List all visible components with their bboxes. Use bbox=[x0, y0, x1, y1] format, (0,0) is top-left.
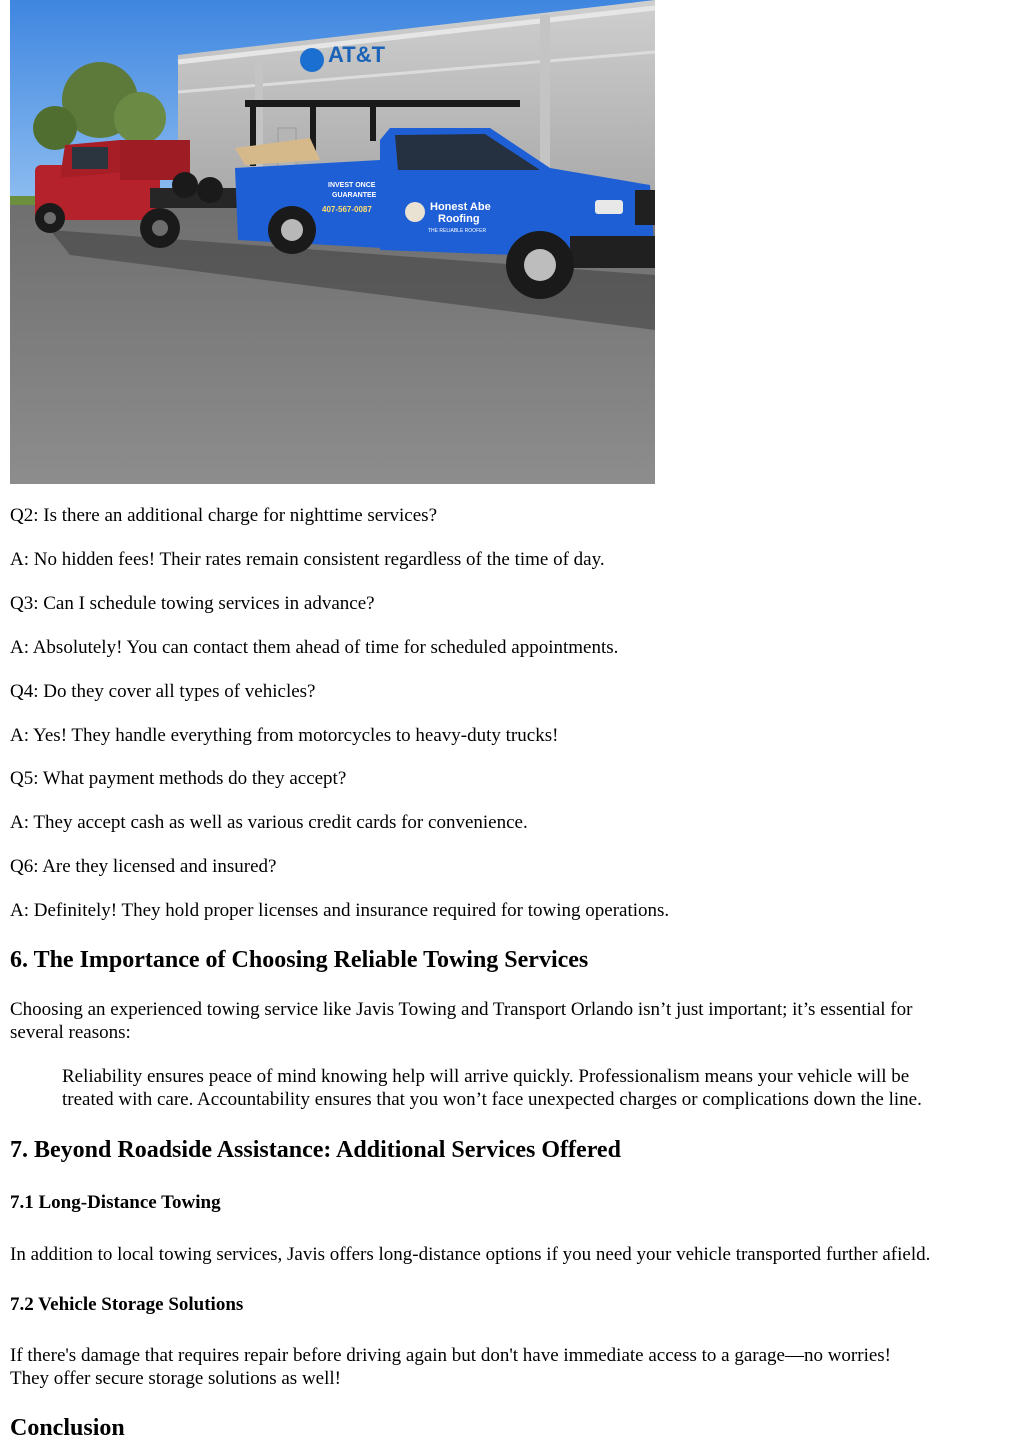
att-sign: AT&T bbox=[328, 42, 386, 67]
section-7-2-heading: 7.2 Vehicle Storage Solutions bbox=[10, 1294, 244, 1315]
section-6-quote-line-2: treated with care. Accountability ensures that you won’t face unexpected charges or complications down the line. bbox=[62, 1089, 922, 1110]
conclusion-heading: Conclusion bbox=[10, 1415, 125, 1441]
section-7-heading: 7. Beyond Roadside Assistance: Additional Services Offered bbox=[10, 1137, 621, 1163]
section-7-2-text-line-1: If there's damage that requires repair before driving again but don't have immediate access to a garage—no worries! bbox=[10, 1345, 892, 1366]
section-7-1-heading: 7.1 Long-Distance Towing bbox=[10, 1192, 221, 1213]
faq-answer-4: A: Yes! They handle everything from motorcycles to heavy-duty trucks! bbox=[10, 725, 559, 746]
faq-question-2: Q2: Is there an additional charge for nighttime services? bbox=[10, 505, 437, 526]
section-6-intro-line-2: several reasons: bbox=[10, 1022, 131, 1043]
faq-answer-3: A: Absolutely! You can contact them ahead of time for scheduled appointments. bbox=[10, 637, 619, 658]
faq-question-5: Q5: What payment methods do they accept? bbox=[10, 768, 347, 789]
faq-question-4: Q4: Do they cover all types of vehicles? bbox=[10, 681, 316, 702]
towing-truck-photo bbox=[10, 0, 655, 484]
decal-door-text-2: GUARANTEE bbox=[332, 192, 377, 199]
section-7-1-text: In addition to local towing services, Javis offers long-distance options if you need your vehicle transported further afield. bbox=[10, 1244, 931, 1265]
faq-question-6: Q6: Are they licensed and insured? bbox=[10, 856, 277, 877]
section-6-quote-line-1: Reliability ensures peace of mind knowing help will arrive quickly. Professionalism means your vehicle will be bbox=[62, 1066, 910, 1087]
faq-question-3: Q3: Can I schedule towing services in advance? bbox=[10, 593, 375, 614]
section-7-2-text-line-2: They offer secure storage solutions as well! bbox=[10, 1368, 341, 1389]
faq-answer-6: A: Definitely! They hold proper licenses and insurance required for towing operations. bbox=[10, 900, 670, 921]
section-6-intro-line-1: Choosing an experienced towing service like Javis Towing and Transport Orlando isn’t just important; it’s essential for bbox=[10, 999, 913, 1020]
decal-brand-line-2: Roofing bbox=[438, 213, 480, 225]
decal-tagline: THE RELIABLE ROOFER bbox=[428, 228, 487, 234]
decal-brand-line-1: Honest Abe bbox=[430, 201, 491, 213]
faq-answer-5: A: They accept cash as well as various credit cards for convenience. bbox=[10, 812, 528, 833]
decal-phone: 407-567-0087 bbox=[322, 205, 372, 214]
decal-door-text-1: INVEST ONCE bbox=[328, 182, 376, 189]
section-6-heading: 6. The Importance of Choosing Reliable Towing Services bbox=[10, 947, 589, 973]
faq-answer-2: A: No hidden fees! Their rates remain consistent regardless of the time of day. bbox=[10, 549, 605, 570]
